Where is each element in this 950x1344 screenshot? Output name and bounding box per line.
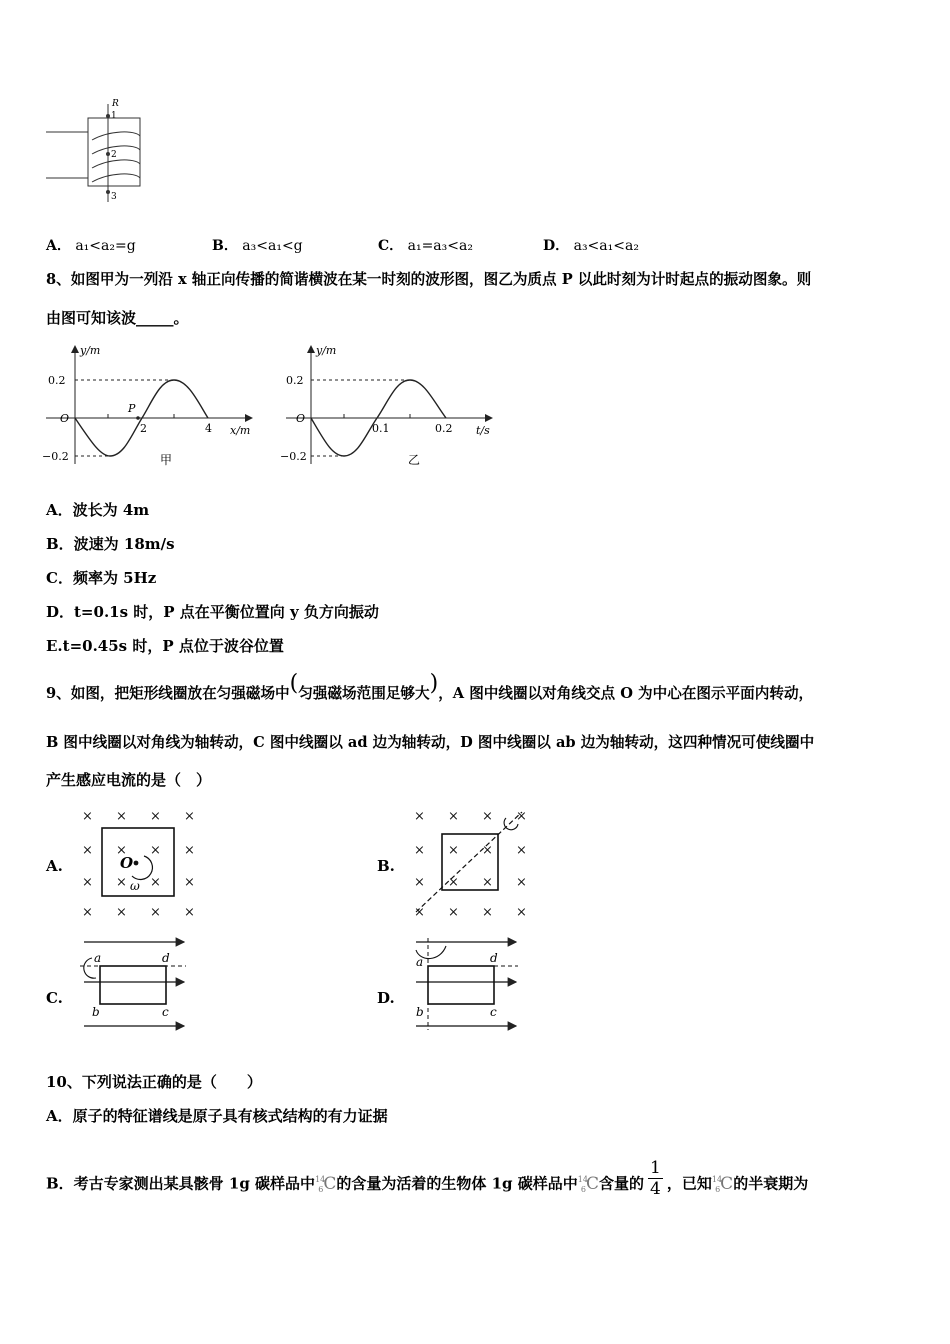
graph-a-caption: 甲: [160, 453, 173, 467]
resistor-label: R: [112, 99, 119, 109]
graph-a-ybottom: −0.2: [42, 450, 69, 463]
graph-a-origin: O: [60, 412, 70, 425]
svg-text:×: ×: [82, 875, 93, 890]
svg-text:×: ×: [414, 905, 425, 920]
q10-option-b-part1: B．考古专家测出某具骸骨 1g 碳样品中: [46, 1174, 316, 1193]
q7-option-a: A． a₁<a₂=g: [46, 238, 136, 254]
svg-text:×: ×: [184, 905, 195, 920]
graph-b-ylabel: y/m: [316, 344, 337, 357]
q7-option-b: B． a₃<a₁<g: [212, 238, 303, 254]
svg-text:×: ×: [414, 875, 425, 890]
q10-option-b: [46, 1158, 809, 1205]
q9-figure-a: [78, 808, 208, 918]
svg-text:×: ×: [414, 843, 425, 858]
fig-c-c-label: c: [162, 1005, 169, 1019]
svg-text:×: ×: [150, 875, 161, 890]
svg-text:×: ×: [116, 843, 127, 858]
svg-text:×: ×: [82, 905, 93, 920]
graph-a-point: P: [128, 402, 136, 415]
q8-option-e: E.t=0.45s 时，P 点位于波谷位置: [46, 637, 284, 655]
q10-option-b-part2: 的含量为活着的生物体 1g 碳样品中: [336, 1174, 578, 1193]
svg-text:×: ×: [116, 809, 127, 824]
q9-figure-c: [74, 932, 204, 1032]
graph-a-x2: 4: [205, 422, 212, 435]
fig-d-a-label: a: [416, 955, 424, 969]
svg-text:×: ×: [482, 905, 493, 920]
fig-c-b-label: b: [92, 1005, 100, 1019]
svg-text:×: ×: [448, 809, 459, 824]
fig-d-c-label: c: [490, 1005, 497, 1019]
q9-fig-c-letter: C.: [46, 989, 63, 1007]
svg-text:×: ×: [116, 875, 127, 890]
fig-a-center-label: O: [120, 854, 134, 872]
graph-b-caption: 乙: [408, 453, 421, 467]
q8-option-c: C．频率为 5Hz: [46, 569, 157, 587]
q10-option-b-part5: 的半衰期为: [733, 1174, 809, 1193]
one-quarter-fraction: $\frac{1}{4}$: [650, 1158, 661, 1199]
svg-text:×: ×: [448, 843, 459, 858]
svg-text:×: ×: [516, 809, 527, 824]
q9-figure-d: [406, 932, 536, 1032]
svg-text:×: ×: [150, 843, 161, 858]
q9-stem-paren: 匀强磁场范围足够大: [298, 685, 430, 702]
q9-stem-line2: B 图中线圈以对角线为轴转动，C 图中线圈以 ad 边为轴转动，D 图中线圈以 ab 边为轴转动，这四种情况可使线圈中: [46, 734, 815, 751]
node-1-label: 1: [111, 111, 117, 121]
q9-fig-d-letter: D.: [377, 989, 395, 1007]
svg-text:×: ×: [448, 905, 459, 920]
q9-stem-line1-b: ，A 图中线圈以对角线交点 O 为中心在图示平面内转动，: [438, 685, 814, 702]
fig-d-d-label: d: [490, 951, 498, 965]
graph-a-ylabel: y/m: [80, 344, 101, 357]
svg-text:×: ×: [482, 843, 493, 858]
q10-option-b-part4: ，已知: [666, 1174, 712, 1193]
svg-text:×: ×: [482, 875, 493, 890]
svg-text:×: ×: [116, 905, 127, 920]
graph-b-x1: 0.1: [372, 422, 390, 435]
svg-text:×: ×: [516, 843, 527, 858]
q8-option-b: B．波速为 18m/s: [46, 535, 175, 553]
svg-text:×: ×: [516, 905, 527, 920]
node-2-label: 2: [111, 150, 117, 160]
graph-b-ytop: 0.2: [286, 374, 304, 387]
svg-text:×: ×: [150, 809, 161, 824]
graph-b-origin: O: [296, 412, 306, 425]
q9-stem-line1: 9、如图，把矩形线圈放在匀强磁场中(匀强磁场范围足够大)，A 图中线圈以对角线交点 O 为中心在图示平面内转动，: [46, 671, 814, 702]
svg-text:×: ×: [516, 875, 527, 890]
svg-text:×: ×: [448, 875, 459, 890]
fig-d-b-label: b: [416, 1005, 424, 1019]
q9-fig-a-letter: A.: [46, 857, 63, 875]
graph-a-xlabel: x/m: [230, 424, 251, 437]
q8-option-a: A．波长为 4m: [46, 501, 150, 519]
graph-b-x2: 0.2: [435, 422, 453, 435]
q10-option-b-part3: 含量的: [599, 1174, 645, 1193]
q9-fig-b-letter: B.: [377, 857, 395, 875]
graph-a-x1: 2: [140, 422, 147, 435]
q9-stem-line1-a: 9、如图，把矩形线圈放在匀强磁场中: [46, 685, 290, 702]
q10-option-a: A．原子的特征谱线是原子具有核式结构的有力证据: [46, 1107, 388, 1125]
svg-text:×: ×: [82, 843, 93, 858]
carbon-14-isotope: $^{14}_6$C: [315, 1173, 337, 1194]
q9-figure-b: [410, 808, 540, 918]
svg-text:×: ×: [150, 905, 161, 920]
q8-wave-graph: [40, 342, 260, 472]
q7-option-d: D． a₃<a₁<a₂: [543, 238, 639, 254]
q8-vibration-graph: [280, 342, 500, 472]
q8-stem-line1: 8、如图甲为一列沿 x 轴正向传播的简谐横波在某一时刻的波形图，图乙为质点 P 以此时刻为计时起点的振动图象。则: [46, 271, 812, 288]
svg-text:×: ×: [414, 809, 425, 824]
svg-text:×: ×: [482, 809, 493, 824]
svg-text:×: ×: [184, 809, 195, 824]
svg-text:×: ×: [82, 809, 93, 824]
fig-a-omega-label: ω: [130, 879, 140, 893]
q8-option-d: D．t=0.1s 时，P 点在平衡位置向 y 负方向振动: [46, 603, 379, 621]
q7-option-c: C． a₁=a₃<a₂: [378, 238, 473, 254]
q10-stem: 10、下列说法正确的是（ ）: [46, 1073, 262, 1091]
svg-text:×: ×: [184, 843, 195, 858]
node-3-label: 3: [111, 192, 117, 202]
q8-stem-line2: 由图可知该波_____。: [46, 309, 189, 327]
fig-c-a-label: a: [94, 951, 102, 965]
graph-a-ytop: 0.2: [48, 374, 66, 387]
carbon-14-isotope-3: $^{14}_6$C: [711, 1173, 734, 1194]
carbon-14-isotope-2: $^{14}_6$C: [577, 1173, 600, 1194]
fig-c-d-label: d: [162, 951, 170, 965]
q9-stem-line3: 产生感应电流的是（ ）: [46, 771, 212, 789]
svg-text:×: ×: [184, 875, 195, 890]
graph-b-xlabel: t/s: [476, 424, 490, 437]
q7-coil-figure: [40, 96, 180, 206]
graph-b-ybottom: −0.2: [280, 450, 307, 463]
